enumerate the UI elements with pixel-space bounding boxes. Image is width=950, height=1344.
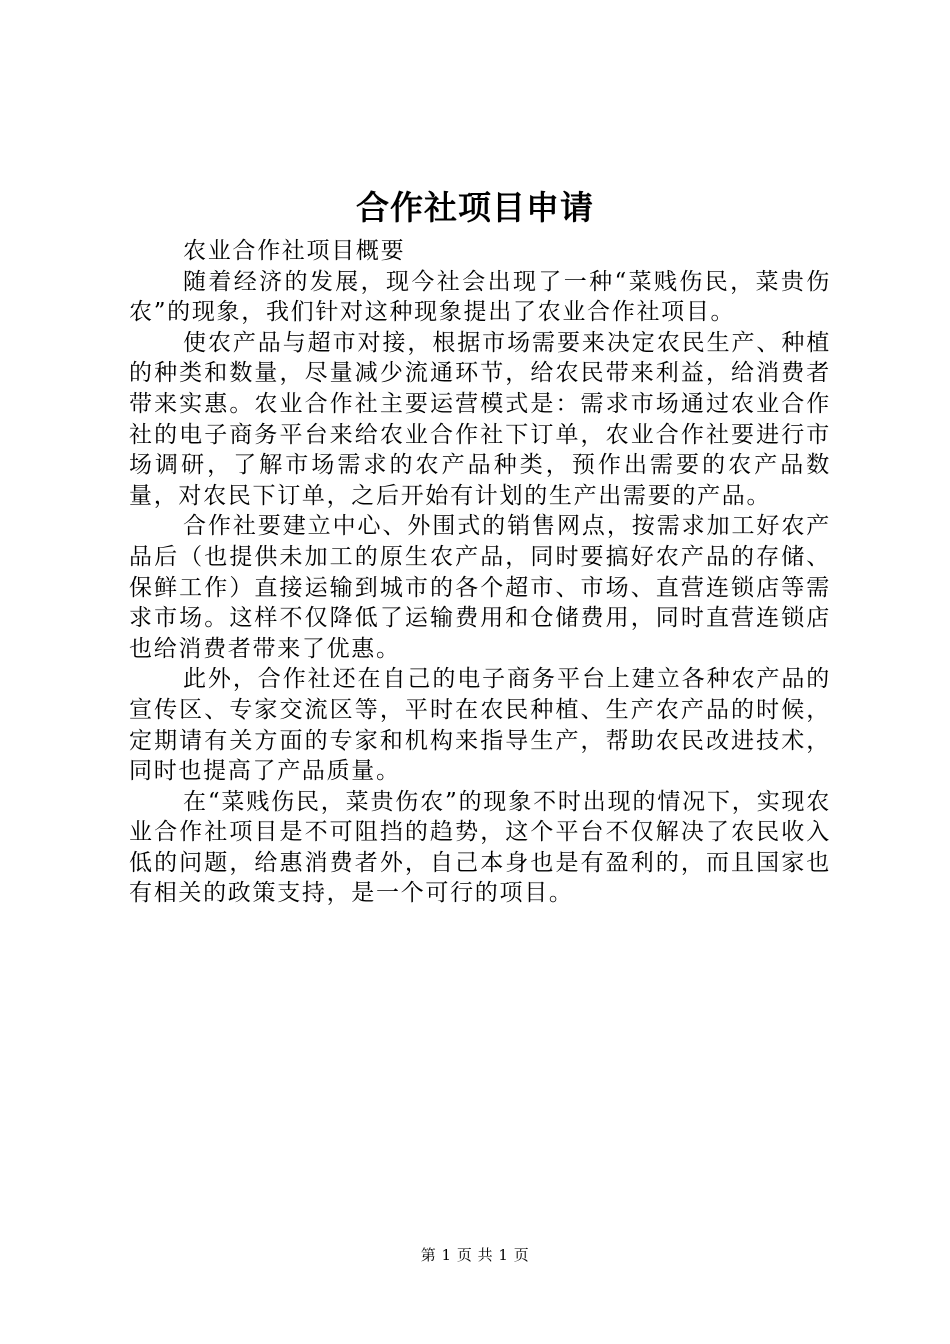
paragraph: 随着经济的发展，现今社会出现了一种“菜贱伤民，菜贵伤农”的现象，我们针对这种现象提出了农业合作社项目。 [129, 268, 831, 326]
paragraph: 使农产品与超市对接，根据市场需要来决定农民生产、种植的种类和数量，尽量减少流通环节，给农民带来利益，给消费者带来实惠。农业合作社主要运营模式是：需求市场通过农业合作社的电子商务平台来给农业合作社下订单，农业合作社要进行市场调研，了解市场需求的农产品种类，预作出需要的农产品数量，对农民下订单，之后开始有计划的生产出需要的产品。 [129, 329, 831, 509]
document-body [129, 236, 831, 909]
paragraph: 在“菜贱伤民，菜贵伤农”的现象不时出现的情况下，实现农业合作社项目是不可阻挡的趋势，这个平台不仅解决了农民收入低的问题，给惠消费者外，自己本身也是有盈利的，而且国家也有相关的政策支持，是一个可行的项目。 [129, 788, 831, 907]
paragraph: 合作社要建立中心、外围式的销售网点，按需求加工好农产品后（也提供未加工的原生农产品，同时要搞好农产品的存储、保鲜工作）直接运输到城市的各个超市、市场、直营连锁店等需求市场。这样不仅降低了运输费用和仓储费用，同时直营连锁店也给消费者带来了优惠。 [129, 513, 831, 662]
paragraph-heading: 农业合作社项目概要 [183, 238, 406, 264]
paragraph: 此外，合作社还在自己的电子商务平台上建立各种农产品的宣传区、专家交流区等，平时在农民种植、生产农产品的时候，定期请有关方面的专家和机构来指导生产，帮助农民改进技术，同时也提高了产品质量。 [129, 666, 831, 785]
page-footer: 第 1 页 共 1 页 [420, 1246, 530, 1264]
document-title: 合作社项目申请 [356, 188, 594, 227]
